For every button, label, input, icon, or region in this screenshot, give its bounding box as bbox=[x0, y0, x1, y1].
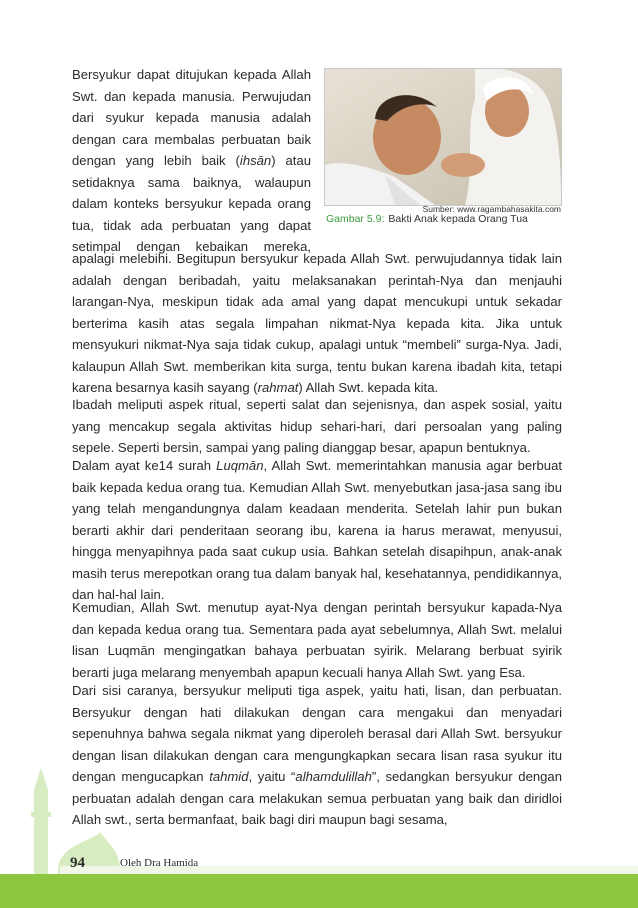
text-line: dengan cara membalas perbuatan baik bbox=[72, 131, 311, 147]
footer-bar bbox=[0, 866, 638, 908]
text-run: Dalam ayat ke14 surah bbox=[72, 458, 217, 473]
text-line: tua, tidak ada perbuatan yang dapat bbox=[72, 217, 311, 233]
figure-caption-number: Gambar 5.9: bbox=[326, 213, 385, 225]
figure-photo bbox=[324, 68, 562, 206]
text-line: dalam konteks bersyukur kepada orang bbox=[72, 196, 311, 211]
photo-illustration bbox=[325, 69, 561, 205]
paragraph-ibadah: Ibadah meliputi aspek ritual, seperti salat dan sejenisnya, dan aspek sosial, yaitu yang mencakup segala aktivitas hidup sehari-hari, dari persoalan yang paling sepele. Seperti bersin, sampai yang paling dianggap besar, apapun bentuknya. bbox=[72, 397, 562, 455]
italic-term: Luqmān bbox=[216, 458, 264, 473]
italic-term: alhamdulillah bbox=[295, 769, 372, 784]
figure-caption bbox=[326, 213, 528, 225]
text-line: ) atau bbox=[271, 153, 312, 168]
text-line: Bersyukur dapat ditujukan kepada Allah bbox=[72, 67, 311, 82]
text-line: setidaknya sama baiknya, walaupun bbox=[72, 174, 311, 190]
text-run: Dari sisi caranya, bersyukur meliputi tiga aspek, yaitu hati, lisan, dan perbuatan. Bersyukur dengan hati dilakukan dengan cara mengakui dan menyadari sepenuhnya bahwa segala nikmat yang diperoleh berasal dari Allah Swt. bersyukur dengan lisan dilakukan dengan cara mengungkapkan secara lisan rasa syukur itu dengan mengucapkan bbox=[72, 683, 562, 784]
paragraph-intro-narrow bbox=[72, 64, 311, 258]
italic-term: ihsān bbox=[239, 153, 272, 168]
text-run: ”, sedangkan bersyukur dengan perbuatan adalah dengan cara melakukan semua perbuatan yang baik dan diridloi Allah swt., serta bermanfaat, baik bagi diri maupun bagi sesama, bbox=[72, 769, 562, 827]
text-run: , Allah Swt. memerintahkan manusia agar berbuat baik kepada kedua orang tua. Kemudian Allah Swt. menyebutkan jasa-jasa sang ibu yang telah mengandungnya dalam keadaan menderita. Setelah lahir pun bukan berarti akhir dari penderitaan seorang ibu, karena ia harus merawat, menyusui, hingga menyapihnya pada saat cukup usia. Bahkan setelah disapihpun, anak-anak masih terus merepotkan orang tua dalam banyak hal, kesehatannya, pendidikannya, dan hal-hal lain. bbox=[72, 458, 562, 602]
italic-term: tahmid bbox=[209, 769, 249, 784]
text-run: ) Allah Swt. kepada kita. bbox=[298, 380, 439, 395]
text-run: apalagi melebihi. Begitupun bersyukur kepada Allah Swt. perwujudannya tidak lain adalah dengan beribadah, yaitu melaksanakan perintah-Nya dan menjauhi larangan-Nya, meskipun tidak ada amal yang dapat mencukupi untuk sekadar berterima kasih atas segala limpahan nikmat-Nya kepada kita. Jika untuk mensyukuri nikmat-Nya saja tidak cukup, apalagi untuk “membeli” surga-Nya. Jadi, kalaupun Allah Swt. memberikan kita surga, tentu bukan karena ibadah kita, tetapi karena besarnya kasih sayang ( bbox=[72, 251, 562, 395]
text-line: dari syukur kepada manusia adalah bbox=[72, 110, 311, 125]
text-line: dengan yang lebih baik ( bbox=[72, 153, 240, 168]
footer-author: Oleh Dra Hamida bbox=[120, 857, 199, 869]
text-run: , yaitu “ bbox=[248, 769, 296, 784]
text-line: Swt. dan kepada manusia. Perwujudan bbox=[72, 88, 311, 104]
figure-source: Sumber: www.ragambahasakita.com bbox=[422, 204, 561, 214]
paragraph-luqman bbox=[72, 455, 562, 606]
text-line: setimpal dengan kebaikan mereka, bbox=[72, 239, 311, 254]
paragraph-intro-continued bbox=[72, 248, 562, 399]
figure-caption-text: Bakti Anak kepada Orang Tua bbox=[388, 213, 528, 225]
italic-term: rahmat bbox=[257, 380, 299, 395]
page-number: 94 bbox=[70, 855, 85, 871]
paragraph-syirik: Kemudian, Allah Swt. menutup ayat-Nya dengan perintah bersyukur kapada-Nya dan kepada kedua orang tua. Sementara pada ayat sebelumnya, Allah Swt. melalui lisan Luqmān mengingatkan bahaya perbuatan syirik. Melarang berbuat syirik berarti juga melarang menyembah apapun kecuali hanya Allah Swt. yang Esa. bbox=[72, 600, 562, 680]
paragraph-aspek-syukur bbox=[72, 680, 562, 831]
